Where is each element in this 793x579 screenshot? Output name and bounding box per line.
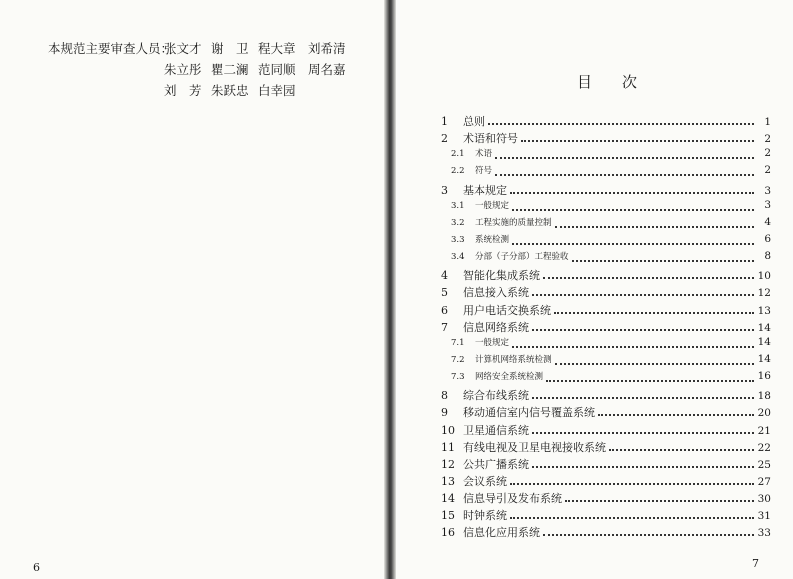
toc-entry bbox=[441, 113, 771, 130]
toc-leader-dots bbox=[572, 259, 754, 262]
toc-entry-number: 3.1 bbox=[451, 200, 465, 211]
reviewer-name: 刘 芳 bbox=[164, 83, 202, 98]
toc-entry-title: 信息导引及发布系统 bbox=[463, 492, 562, 506]
toc-entry-number: 13 bbox=[441, 474, 455, 488]
toc-entry bbox=[441, 387, 771, 404]
toc-entry-title: 计算机网络系统检测 bbox=[475, 354, 552, 365]
toc-entry bbox=[441, 404, 771, 421]
toc-entry-title: 信息网络系统 bbox=[463, 320, 529, 334]
toc-entry bbox=[441, 284, 771, 301]
toc-entry-title: 总则 bbox=[463, 115, 485, 128]
toc-entry-page: 1 bbox=[764, 116, 771, 128]
toc-entry-number: 10 bbox=[441, 423, 455, 437]
toc-entry-page: 22 bbox=[757, 441, 771, 454]
reviewer-name: 朱跃忠 bbox=[211, 83, 249, 98]
toc-entry-page: 3 bbox=[764, 184, 771, 197]
toc-entry-title: 一般规定 bbox=[475, 337, 510, 348]
toc-entry-page: 2 bbox=[764, 147, 771, 160]
toc-leader-dots bbox=[598, 413, 754, 416]
toc-entry-page: 18 bbox=[757, 390, 771, 403]
toc-entry-page: 30 bbox=[757, 493, 771, 506]
toc-entry bbox=[441, 233, 771, 250]
toc-entry-title: 术语和符号 bbox=[463, 132, 518, 146]
reviewer-name: 白幸园 bbox=[258, 83, 296, 98]
toc-leader-dots bbox=[532, 465, 754, 468]
table-of-contents bbox=[441, 113, 771, 542]
reviewer-name: 程大章 bbox=[258, 41, 296, 56]
reviewers-label: 本规范主要审查人员： bbox=[48, 41, 174, 56]
book-gutter bbox=[384, 0, 396, 579]
toc-leader-dots bbox=[488, 122, 754, 125]
toc-entry-number: 14 bbox=[441, 492, 455, 506]
left-page bbox=[0, 0, 384, 579]
toc-entry-title: 信息接入系统 bbox=[463, 286, 529, 300]
toc-leader-dots bbox=[555, 362, 754, 365]
toc-leader-dots bbox=[510, 482, 754, 485]
toc-entry bbox=[441, 164, 771, 181]
toc-entry-number: 7 bbox=[441, 320, 448, 334]
toc-entry bbox=[441, 456, 771, 473]
toc-entry-title: 卫星通信系统 bbox=[463, 423, 529, 437]
toc-entry-number: 3 bbox=[441, 183, 448, 197]
toc-leader-dots bbox=[554, 311, 754, 314]
toc-entry-page: 2 bbox=[764, 164, 771, 177]
toc-entry bbox=[441, 507, 771, 524]
toc-entry-page: 13 bbox=[757, 304, 771, 317]
toc-leader-dots bbox=[543, 276, 754, 279]
toc-leader-dots bbox=[532, 328, 754, 331]
toc-entry-page: 16 bbox=[757, 370, 771, 383]
toc-entry bbox=[441, 490, 771, 507]
toc-entry bbox=[441, 319, 771, 336]
toc-entry-title: 符号 bbox=[475, 166, 493, 177]
toc-entry-title: 工程实施的质量控制 bbox=[475, 217, 552, 228]
toc-entry-page: 25 bbox=[757, 458, 771, 471]
toc-entry-number: 7.2 bbox=[451, 354, 465, 365]
toc-heading-char: 目 bbox=[577, 73, 593, 91]
toc-leader-dots bbox=[555, 225, 754, 228]
toc-entry bbox=[441, 250, 771, 267]
toc-entry-title: 术语 bbox=[475, 149, 493, 160]
toc-entry bbox=[441, 422, 771, 439]
toc-entry-title: 时钟系统 bbox=[463, 509, 507, 523]
toc-heading-char: 次 bbox=[621, 73, 637, 91]
toc-entry-number: 3.2 bbox=[451, 217, 465, 228]
toc-entry-page: 21 bbox=[757, 424, 771, 437]
toc-leader-dots bbox=[510, 516, 754, 519]
toc-entry-page: 6 bbox=[764, 232, 771, 245]
toc-entry bbox=[441, 370, 771, 387]
toc-entry-page: 3 bbox=[764, 198, 771, 211]
toc-leader-dots bbox=[510, 191, 754, 194]
reviewers-row bbox=[48, 80, 355, 101]
toc-leader-dots bbox=[565, 499, 754, 502]
toc-entry-page: 10 bbox=[757, 270, 771, 283]
toc-entry-number: 1 bbox=[441, 115, 448, 128]
toc-entry-page: 4 bbox=[764, 215, 771, 228]
toc-entry bbox=[441, 524, 771, 541]
toc-entry-number: 2 bbox=[441, 132, 448, 146]
toc-leader-dots bbox=[532, 431, 754, 434]
reviewer-name: 瞿二澜 bbox=[211, 62, 249, 77]
toc-entry-number: 9 bbox=[441, 406, 448, 420]
toc-leader-dots bbox=[495, 156, 754, 159]
toc-entry-number: 8 bbox=[441, 389, 448, 403]
toc-entry-title: 网络安全系统检测 bbox=[475, 372, 544, 383]
toc-entry-title: 会议系统 bbox=[463, 474, 507, 488]
reviewer-name: 范同顺 bbox=[258, 62, 296, 77]
toc-entry-number: 16 bbox=[441, 526, 455, 540]
reviewers-row bbox=[48, 38, 355, 59]
page-number-right: 7 bbox=[752, 557, 759, 570]
toc-entry-title: 系统检测 bbox=[475, 234, 510, 245]
toc-entry bbox=[441, 336, 771, 353]
page-number-left: 6 bbox=[33, 561, 40, 574]
toc-entry-page: 14 bbox=[757, 335, 771, 348]
toc-entry-number: 11 bbox=[441, 440, 455, 454]
toc-entry-title: 移动通信室内信号覆盖系统 bbox=[463, 406, 595, 420]
reviewer-name: 朱立彤 bbox=[164, 62, 202, 77]
toc-entry-page: 27 bbox=[757, 475, 771, 488]
reviewers-row bbox=[48, 59, 355, 80]
toc-entry-page: 12 bbox=[757, 287, 771, 300]
toc-entry bbox=[441, 130, 771, 147]
reviewers-block bbox=[48, 38, 355, 101]
toc-entry-title: 综合布线系统 bbox=[463, 389, 529, 403]
toc-entry-title: 公共广播系统 bbox=[463, 457, 529, 471]
toc-entry-page: 14 bbox=[757, 352, 771, 365]
toc-leader-dots bbox=[609, 448, 754, 451]
toc-entry bbox=[441, 353, 771, 370]
toc-entry-number: 4 bbox=[441, 269, 448, 283]
toc-leader-dots bbox=[532, 293, 754, 296]
toc-entry-number: 6 bbox=[441, 303, 448, 317]
toc-entry-page: 33 bbox=[757, 527, 771, 540]
toc-entry-page: 14 bbox=[757, 321, 771, 334]
reviewer-name: 张文才 bbox=[164, 41, 202, 56]
toc-entry-title: 一般规定 bbox=[475, 200, 510, 211]
toc-entry bbox=[441, 182, 771, 199]
toc-entry-number: 2.1 bbox=[451, 149, 465, 160]
reviewer-name: 刘希清 bbox=[308, 41, 346, 56]
toc-entry-title: 有线电视及卫星电视接收系统 bbox=[463, 440, 606, 454]
toc-entry bbox=[441, 473, 771, 490]
toc-entry bbox=[441, 267, 771, 284]
toc-entry-page: 31 bbox=[757, 510, 771, 523]
toc-entry-number: 5 bbox=[441, 286, 448, 300]
toc-leader-dots bbox=[512, 242, 754, 245]
toc-entry-title: 用户电话交换系统 bbox=[463, 303, 551, 317]
toc-entry bbox=[441, 199, 771, 216]
toc-entry-number: 15 bbox=[441, 509, 455, 523]
toc-entry bbox=[441, 439, 771, 456]
toc-entry-number: 3.3 bbox=[451, 234, 465, 245]
toc-leader-dots bbox=[512, 208, 754, 211]
toc-entry bbox=[441, 147, 771, 164]
toc-entry-title: 智能化集成系统 bbox=[463, 269, 540, 283]
toc-entry-title: 信息化应用系统 bbox=[463, 526, 540, 540]
toc-entry-page: 20 bbox=[757, 407, 771, 420]
toc-leader-dots bbox=[521, 139, 754, 142]
toc-entry-title: 分部（子分部）工程验收 bbox=[475, 252, 569, 263]
toc-entry-title: 基本规定 bbox=[463, 183, 507, 197]
toc-leader-dots bbox=[532, 396, 754, 399]
toc-leader-dots bbox=[546, 379, 754, 382]
toc-entry-number: 3.4 bbox=[451, 252, 465, 263]
toc-entry bbox=[441, 216, 771, 233]
toc-heading bbox=[577, 71, 637, 92]
toc-leader-dots bbox=[495, 173, 754, 176]
toc-entry-number: 7.1 bbox=[451, 337, 465, 348]
toc-entry-page: 8 bbox=[764, 250, 771, 263]
toc-leader-dots bbox=[543, 533, 754, 536]
toc-entry-page: 2 bbox=[764, 133, 771, 146]
toc-entry-number: 7.3 bbox=[451, 372, 465, 383]
toc-entry bbox=[441, 302, 771, 319]
reviewer-name: 周名嘉 bbox=[308, 62, 346, 77]
toc-leader-dots bbox=[512, 345, 754, 348]
reviewer-name: 谢 卫 bbox=[211, 41, 249, 56]
toc-entry-number: 12 bbox=[441, 457, 455, 471]
toc-entry-number: 2.2 bbox=[451, 166, 465, 177]
